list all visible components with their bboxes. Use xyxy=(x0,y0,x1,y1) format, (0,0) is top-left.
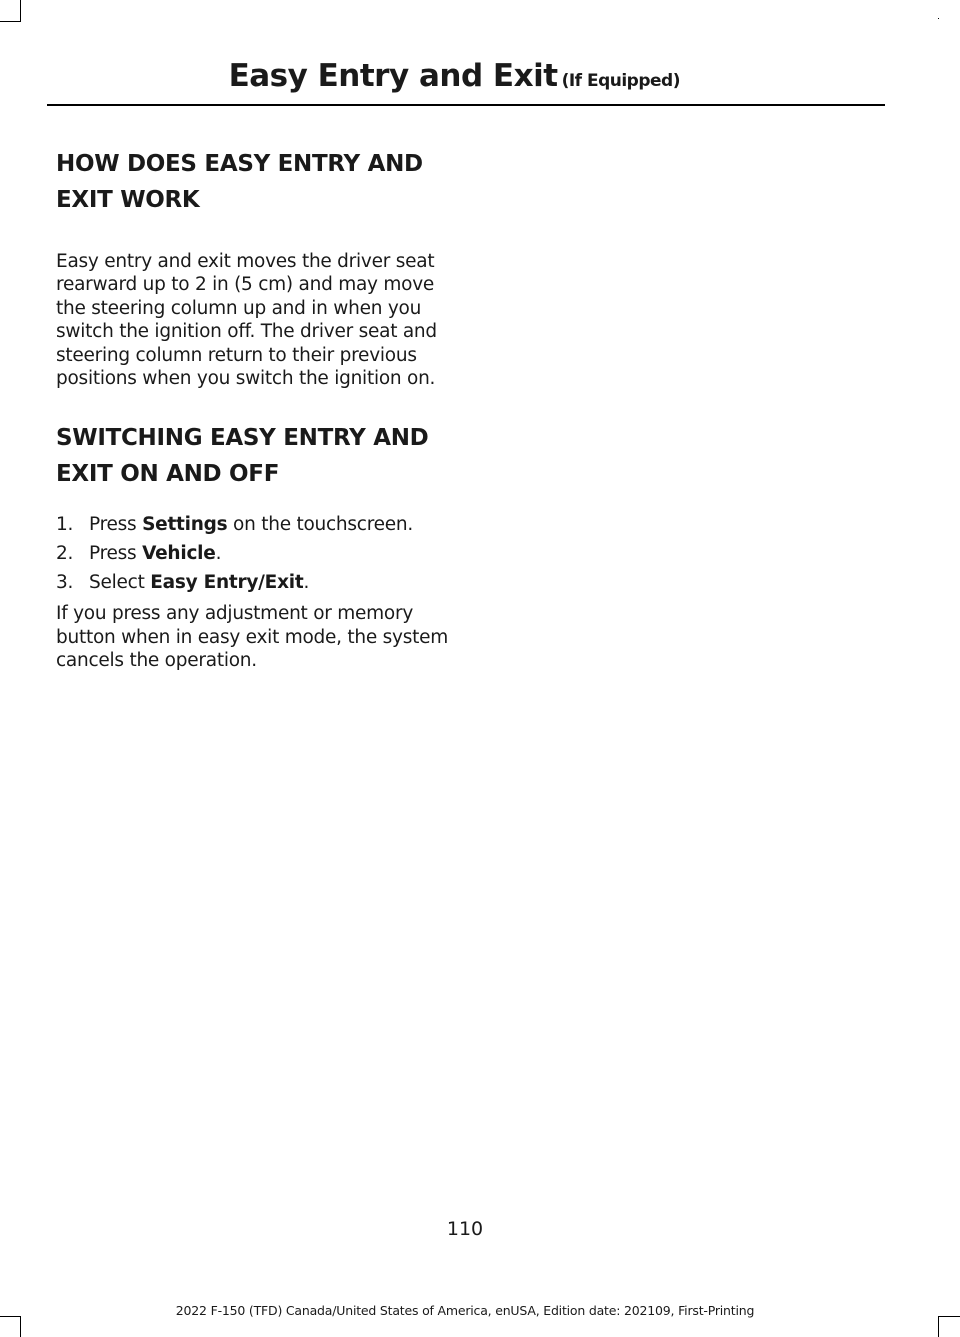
section-heading-how-line1: HOW DOES EASY ENTRY AND xyxy=(56,151,423,177)
main-content xyxy=(56,146,456,673)
step-item: 3. Select Easy Entry/Exit. xyxy=(56,572,310,594)
how-description: Easy entry and exit moves the driver seat rearward up to 2 in (5 cm) and may move the steering column up and in when you switch the ignition off. The driver seat and steering column return to their previous positions when you switch the ignition on. xyxy=(56,251,437,390)
edition-footer: 2022 F-150 (TFD) Canada/United States of America, enUSA, Edition date: 202109, First-Printing xyxy=(175,1303,755,1318)
section-heading-switching-line2: EXIT ON AND OFF xyxy=(56,461,280,488)
page-number: 110 xyxy=(446,1218,484,1240)
crop-mark-bottom-right-horizontal xyxy=(938,1316,960,1317)
crop-mark-top-right xyxy=(938,18,939,19)
header-title-text: Easy Entry and Exit xyxy=(228,58,558,94)
step-item: 2. Press Vehicle. xyxy=(56,543,222,565)
step-item: 1. Press Settings on the touchscreen. xyxy=(56,514,414,536)
page-header-title xyxy=(229,58,680,94)
section-heading-how-line2: EXIT WORK xyxy=(56,187,200,213)
crop-mark-bottom-right-vertical xyxy=(938,1316,939,1337)
steps-list xyxy=(56,513,456,594)
crop-mark-top-left-vertical xyxy=(20,0,21,22)
crop-mark-bottom-left-vertical xyxy=(20,1316,21,1337)
crop-mark-top-left-horizontal xyxy=(0,21,21,22)
header-divider xyxy=(47,104,885,106)
cancel-note: If you press any adjustment or memory button when in easy exit mode, the system cancels the operation. xyxy=(56,603,449,672)
header-subtitle: (If Equipped) xyxy=(561,71,680,91)
section-heading-switching-line1: SWITCHING EASY ENTRY AND xyxy=(56,425,429,452)
